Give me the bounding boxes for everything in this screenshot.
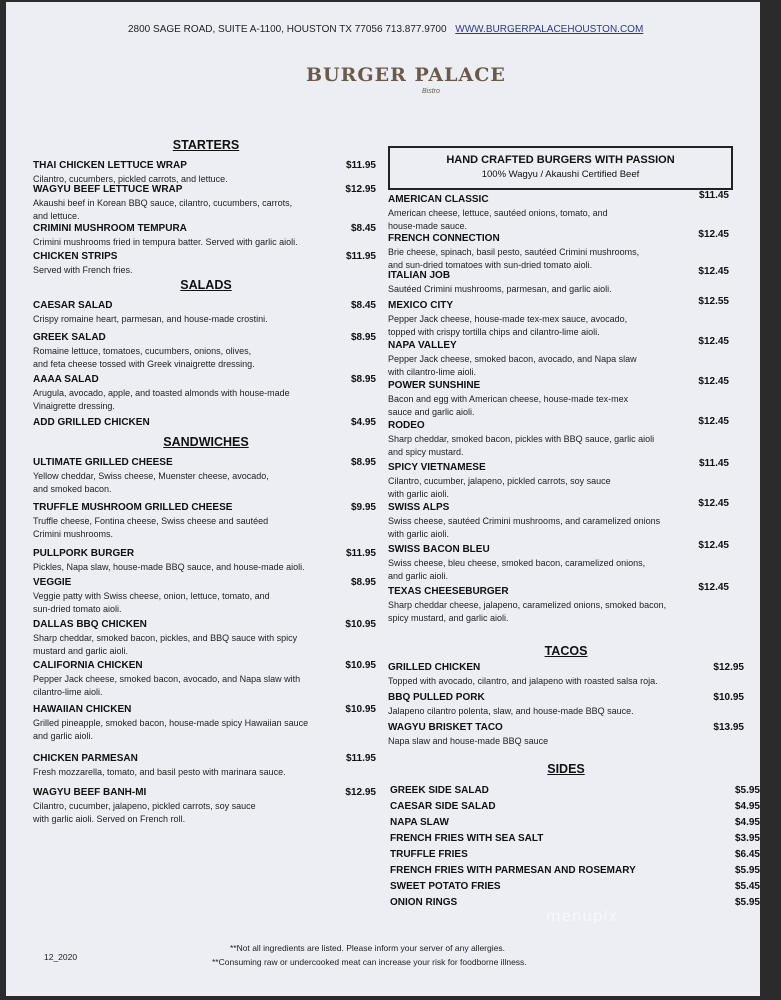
item-name: POWER SUNSHINE [388,380,481,391]
starters-heading: STARTERS [172,138,240,152]
item-price: $12.95 [345,787,376,798]
item-description: and garlic aioli. [388,570,449,581]
salads-heading: SALADS [180,278,232,292]
item-description: Vinaigrette dressing. [33,400,115,411]
item-name: AAAA SALAD [33,374,99,385]
item-description: Sharp cheddar, smoked bacon, pickles, and BBQ sauce with spicy [33,633,298,643]
item-description: Served with French fries. [33,265,133,275]
item-description: Swiss cheese, sautéed Crimini mushrooms, and caramelized onions [388,516,661,526]
item-description: cilantro-lime aioli. [33,686,103,697]
item-price: $13.95 [713,722,744,733]
date-code: 12_2020 [44,952,78,962]
website-link[interactable]: WWW.BURGERPALACEHOUSTON.COM [455,24,644,35]
sides-heading: SIDES [547,762,585,776]
item-name: GREEK SIDE SALAD [390,785,489,796]
item-price: $12.45 [698,336,729,347]
item-description: Brie cheese, spinach, basil pesto, sautéed Crimini mushrooms, [388,247,640,257]
item-price: $12.45 [698,416,729,427]
item-price: $4.95 [350,417,376,428]
item-price: $5.95 [734,785,760,796]
item-name: BBQ PULLED PORK [388,692,485,703]
item-name: SWISS BACON BLEU [388,544,490,555]
item-name: CHICKEN PARMESAN [33,753,138,764]
item-price: $10.95 [345,660,376,671]
item-description: Fresh mozzarella, tomato, and basil pesto with marinara sauce. [33,767,286,777]
item-description: with garlic aioli. [388,528,450,539]
item-description: with garlic aioli. [388,488,450,499]
item-description: Sharp cheddar, smoked bacon, pickles with BBQ sauce, garlic aioli [388,434,655,444]
item-name: FRENCH CONNECTION [388,233,500,244]
address-line [128,24,643,35]
item-description: Crimini mushrooms fried in tempura batter. Served with garlic aioli. [33,237,298,247]
item-price: $10.95 [713,692,744,703]
sandwiches-heading: SANDWICHES [163,435,249,449]
item-price: $6.45 [734,849,760,860]
item-name: GREEK SALAD [33,332,106,343]
item-description: Cilantro, cucumber, jalapeno, pickled carrots, soy sauce [388,476,611,486]
logo [306,64,506,95]
burgers-header-box [388,146,733,190]
item-name: SWISS ALPS [388,502,450,513]
item-price: $12.95 [345,184,376,195]
item-description: Jalapeno cilantro polenta, slaw, and house-made BBQ sauce. [388,706,634,716]
item-name: WAGYU BEEF LETTUCE WRAP [33,184,183,195]
item-price: $8.95 [350,332,376,343]
item-name: ADD GRILLED CHICKEN [33,417,150,428]
item-description: Truffle cheese, Fontina cheese, Swiss cheese and sautéed [33,516,269,526]
item-price: $12.45 [698,229,729,240]
item-name: ONION RINGS [390,897,458,908]
item-price: $8.95 [350,577,376,588]
item-name: TEXAS CHEESEBURGER [388,586,509,597]
item-price: $9.95 [350,502,376,513]
item-price: $12.45 [698,540,729,551]
item-description: Grilled pineapple, smoked bacon, house-made spicy Hawaiian sauce [33,718,309,728]
watermark: menupix [546,907,619,925]
item-price: $11.95 [345,548,376,559]
item-price: $8.45 [350,223,376,234]
item-description: and feta cheese tossed with Greek vinaigrette dressing. [33,358,255,369]
burgers-title: HAND CRAFTED BURGERS WITH PASSION [446,154,675,166]
item-description: mustard and garlic aioli. [33,645,129,656]
item-name: HAWAIIAN CHICKEN [33,704,132,715]
item-description: and smoked bacon. [33,483,112,494]
item-name: PULLPORK BURGER [33,548,135,559]
item-price: $12.45 [698,498,729,509]
item-description: and spicy mustard. [388,446,464,457]
item-description: spicy mustard, and garlic aioli. [388,612,509,623]
item-description: Crispy romaine heart, parmesan, and house-made crostini. [33,314,268,324]
burgers-subtitle: 100% Wagyu / Akaushi Certified Beef [481,169,640,180]
item-description: Pickles, Napa slaw, house-made BBQ sauce, and house-made aioli. [33,562,305,572]
item-price: $10.95 [345,704,376,715]
item-price: $5.95 [734,897,760,908]
item-name: CRIMINI MUSHROOM TEMPURA [33,223,187,234]
item-description: Sharp cheddar cheese, jalapeno, caramelized onions, smoked bacon, [388,600,667,610]
item-name: RODEO [388,420,425,431]
item-description: with garlic aioli. Served on French roll. [33,813,186,824]
item-price: $10.95 [345,619,376,630]
item-price: $11.95 [345,251,376,262]
raw-meat-note: **Consuming raw or undercooked meat can increase your risk for foodborne illness. [212,957,527,967]
item-name: FRENCH FRIES WITH PARMESAN AND ROSEMARY [390,865,636,876]
item-name: CHICKEN STRIPS [33,251,118,262]
item-description: and sun-dried tomatoes with sun-dried tomato aioli. [388,259,593,270]
item-price: $11.95 [345,753,376,764]
item-description: Arugula, avocado, apple, and toasted almonds with house-made [33,388,290,398]
item-description: Crimini mushrooms. [33,528,114,539]
item-name: SWEET POTATO FRIES [390,881,501,892]
item-name: MEXICO CITY [388,300,454,311]
item-description: Romaine lettuce, tomatoes, cucumbers, onions, olives, [33,346,252,356]
item-price: $8.95 [350,374,376,385]
item-name: FRENCH FRIES WITH SEA SALT [390,833,544,844]
item-name: ULTIMATE GRILLED CHEESE [33,457,173,468]
item-name: WAGYU BRISKET TACO [388,722,503,733]
item-description: and garlic aioli. [33,730,94,741]
item-price: $4.95 [734,817,760,828]
item-name: CALIFORNIA CHICKEN [33,660,143,671]
address-text: 2800 SAGE ROAD, SUITE A-1100, HOUSTON TX 77056 713.877.9700 [128,24,447,35]
item-price: $11.45 [698,190,729,201]
item-name: CAESAR SIDE SALAD [390,801,496,812]
item-price: $11.45 [698,458,729,469]
item-name: THAI CHICKEN LETTUCE WRAP [33,160,187,171]
item-price: $11.95 [345,160,376,171]
item-description: Akaushi beef in Korean BBQ sauce, cilantro, cucumbers, carrots, [33,198,293,208]
tacos-heading: TACOS [544,644,588,658]
item-name: VEGGIE [33,577,72,588]
item-description: Veggie patty with Swiss cheese, onion, lettuce, tomato, and [33,591,270,601]
item-name: NAPA VALLEY [388,340,457,351]
item-description: Pepper Jack cheese, house-made tex-mex sauce, avocado, [388,314,628,324]
item-description: Pepper Jack cheese, smoked bacon, avocado, and Napa slaw with [33,674,301,684]
item-description: sauce and garlic aioli. [388,406,475,417]
item-name: DALLAS BBQ CHICKEN [33,619,147,630]
item-name: TRUFFLE MUSHROOM GRILLED CHEESE [33,502,233,513]
item-description: Pepper Jack cheese, smoked bacon, avocado, and Napa slaw [388,354,637,364]
logo-text: BURGER PALACE [306,64,506,86]
item-description: with cilantro-lime aioli. [388,366,477,377]
item-description: Bacon and egg with American cheese, house-made tex-mex [388,394,629,404]
item-description: Cilantro, cucumber, jalapeno, pickled carrots, soy sauce [33,801,256,811]
item-name: GRILLED CHICKEN [388,662,481,673]
item-price: $12.45 [698,582,729,593]
item-description: and lettuce. [33,210,80,221]
item-description: topped with crispy tortilla chips and cilantro-lime aioli. [388,326,600,337]
item-description: Topped with avocado, cilantro, and jalapeno with roasted salsa roja. [388,676,658,686]
item-price: $8.95 [350,457,376,468]
allergy-note: **Not all ingredients are listed. Please inform your server of any allergies. [230,943,505,953]
item-description: American cheese, lettuce, sautéed onions, tomato, and [388,208,608,218]
item-price: $12.45 [698,376,729,387]
item-name: NAPA SLAW [390,817,449,828]
item-name: ITALIAN JOB [388,270,451,281]
item-name: TRUFFLE FRIES [390,849,468,860]
item-description: Cilantro, cucumbers, pickled carrots, and lettuce. [33,174,228,184]
item-price: $12.95 [713,662,744,673]
item-description: sun-dried tomato aioli. [33,603,122,614]
item-name: AMERICAN CLASSIC [388,194,489,205]
item-price: $8.45 [350,300,376,311]
item-name: SPICY VIETNAMESE [388,462,486,473]
item-description: Sautéed Crimini mushrooms, parmesan, and garlic aioli. [388,284,612,294]
item-name: CAESAR SALAD [33,300,113,311]
item-description: Yellow cheddar, Swiss cheese, Muenster cheese, avocado, [33,471,269,481]
item-price: $5.45 [734,881,760,892]
item-description: Napa slaw and house-made BBQ sauce [388,736,549,746]
item-description: house-made sauce. [388,220,468,231]
item-description: Swiss cheese, bleu cheese, smoked bacon, caramelized onions, [388,558,646,568]
item-price: $5.95 [734,865,760,876]
item-price: $3.95 [734,833,760,844]
logo-sub: Bistro [422,88,440,95]
item-price: $12.45 [698,266,729,277]
item-price: $12.55 [698,296,729,307]
menu-page [6,2,760,996]
item-name: WAGYU BEEF BANH-MI [33,787,147,798]
item-price: $4.95 [734,801,760,812]
